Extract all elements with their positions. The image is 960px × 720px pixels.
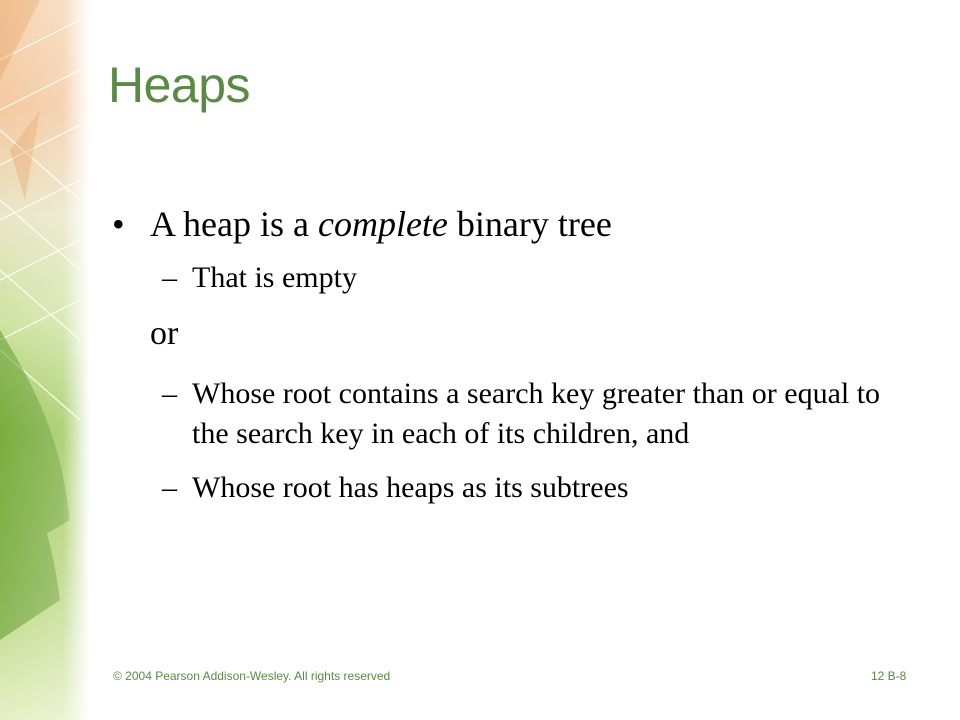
dash-marker: – [162, 377, 177, 410]
footer-page-number: 12 B-8 [871, 669, 907, 683]
bullet-marker: • [112, 204, 125, 244]
bullet-text-emphasis: complete [317, 204, 448, 244]
sub-bullet-item [112, 258, 912, 298]
bullet-text-prefix: A heap is a [150, 204, 318, 244]
connector-text: or [150, 315, 179, 352]
sub-bullet-item [112, 468, 912, 508]
footer-copyright: © 2004 Pearson Addison-Wesley. All rights reserved [113, 669, 391, 683]
sub-bullet-item [112, 374, 912, 454]
bullet-text-suffix: binary tree [447, 204, 612, 244]
decorative-side-image [0, 0, 90, 720]
sub-bullet-text: That is empty [192, 261, 357, 294]
dash-marker: – [162, 261, 177, 294]
sub-bullet-text: Whose root has heaps as its subtrees [192, 471, 629, 504]
slide-content [112, 200, 912, 508]
dash-marker: – [162, 471, 177, 504]
slide-title: Heaps [108, 57, 251, 113]
bullet-item [112, 200, 912, 248]
sub-bullet-text: Whose root contains a search key greater than or equal to the search key in each of its children, and [192, 377, 881, 450]
